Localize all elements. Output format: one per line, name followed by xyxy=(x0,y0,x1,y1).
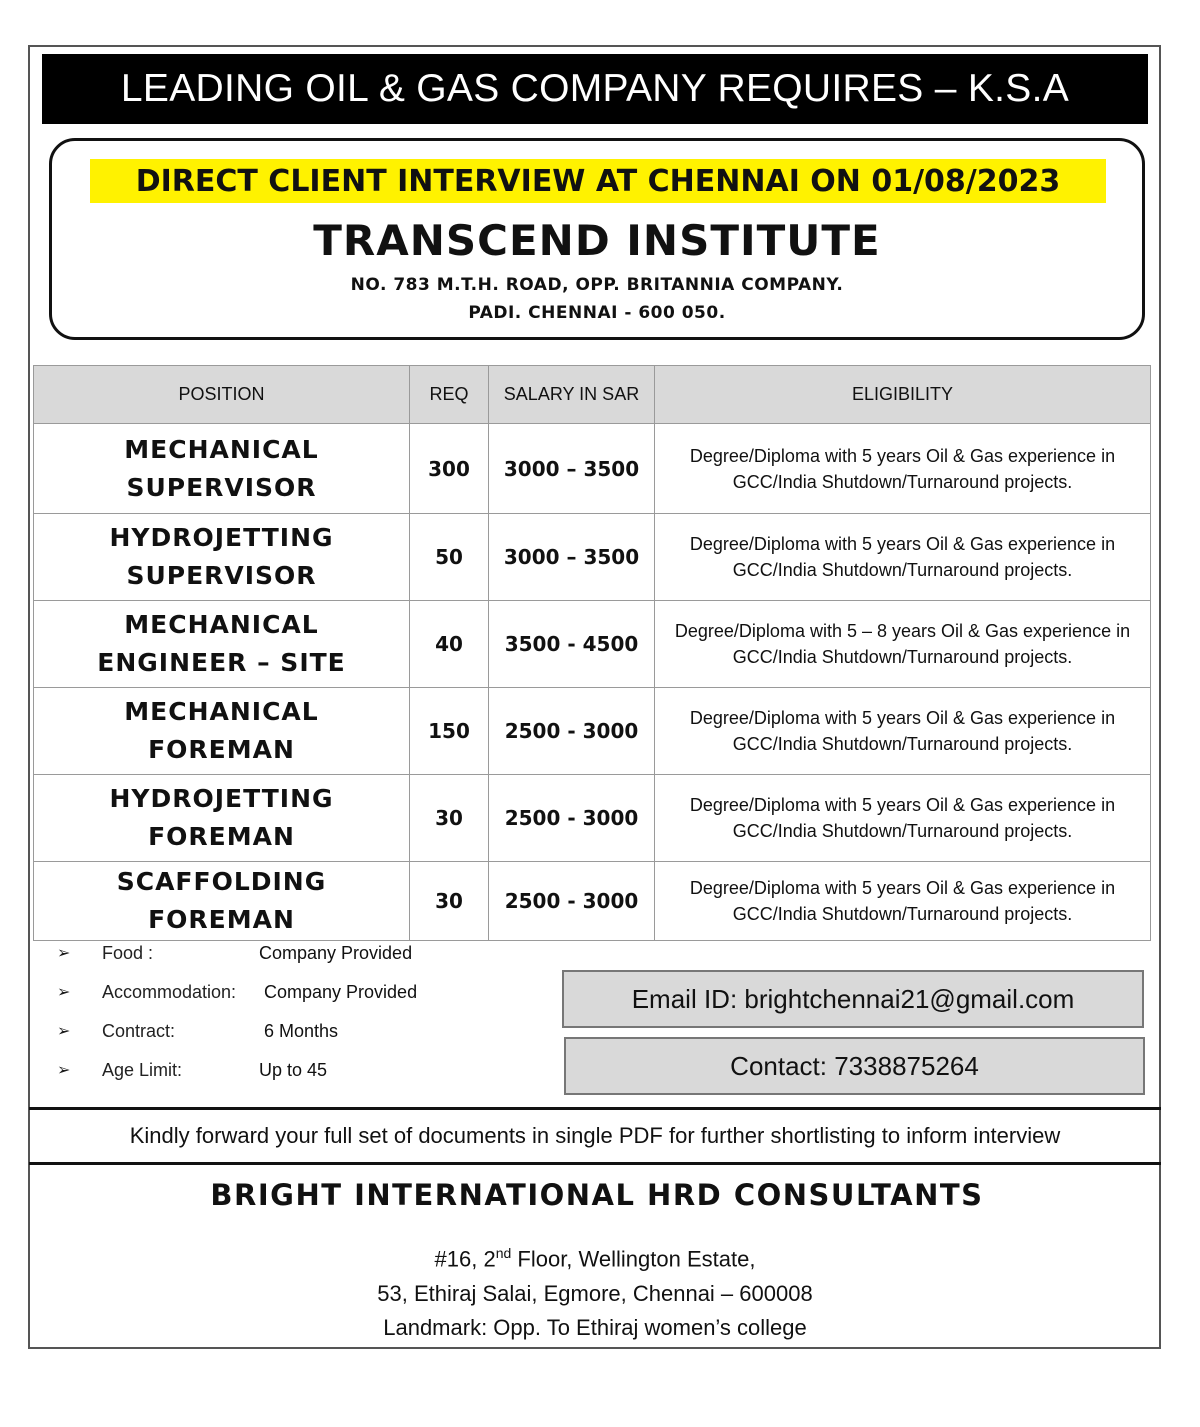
positions-table xyxy=(33,365,1151,941)
eligibility-cell: Degree/Diploma with 5 years Oil & Gas experience in GCC/India Shutdown/Turnaround projects. xyxy=(655,862,1151,941)
header-eligibility: ELIGIBILITY xyxy=(655,366,1151,424)
position-cell xyxy=(34,688,410,775)
table-row xyxy=(34,688,1151,775)
header-req: REQ xyxy=(410,366,489,424)
position-line-2: FOREMAN xyxy=(148,822,295,851)
instruction-note: Kindly forward your full set of documents in single PDF for further shortlisting to inform interview xyxy=(29,1107,1161,1165)
position-line-2: SUPERVISOR xyxy=(126,561,317,590)
consultant-name: BRIGHT INTERNATIONAL HRD CONSULTANTS xyxy=(210,1178,984,1212)
list-item xyxy=(55,982,535,1008)
benefit-label: Age Limit: xyxy=(102,1060,183,1080)
eligibility-cell: Degree/Diploma with 5 years Oil & Gas experience in GCC/India Shutdown/Turnaround projects. xyxy=(655,514,1151,601)
salary-cell: 2500 - 3000 xyxy=(489,862,655,941)
req-cell: 50 xyxy=(410,514,489,601)
venue-address-line-1: NO. 783 M.T.H. ROAD, OPP. BRITANNIA COMPANY. xyxy=(350,275,844,295)
arrow-bullet-icon: ➢ xyxy=(57,984,71,1001)
position-line-1: MECHANICAL xyxy=(124,434,319,464)
email-box: Email ID: brightchennai21@gmail.com xyxy=(562,970,1144,1028)
benefit-value: Company Provided xyxy=(259,943,413,963)
header-position: POSITION xyxy=(34,366,410,424)
address-ordinal: nd xyxy=(495,1245,512,1261)
req-cell: 300 xyxy=(410,424,489,514)
venue-address-line-2: PADI. CHENNAI - 600 050. xyxy=(468,303,726,323)
arrow-bullet-icon: ➢ xyxy=(57,1062,71,1079)
address-prefix: #16, 2 xyxy=(434,1246,496,1272)
position-line-2: ENGINEER – SITE xyxy=(97,648,346,677)
table-row xyxy=(34,601,1151,688)
salary-cell: 3000 – 3500 xyxy=(489,514,655,601)
list-item xyxy=(55,1021,535,1047)
position-cell xyxy=(34,775,410,862)
benefit-value: Up to 45 xyxy=(259,1060,328,1080)
office-landmark: Landmark: Opp. To Ethiraj women’s college xyxy=(383,1315,807,1340)
table-header-row xyxy=(34,366,1151,424)
position-line-1: HYDROJETTING xyxy=(109,784,334,813)
table-row xyxy=(34,424,1151,514)
salary-cell: 3000 – 3500 xyxy=(489,424,655,514)
eligibility-cell: Degree/Diploma with 5 – 8 years Oil & Gas experience in GCC/India Shutdown/Turnaround projects. xyxy=(655,601,1151,688)
position-line-2: FOREMAN xyxy=(148,905,295,934)
salary-cell: 3500 - 4500 xyxy=(489,601,655,688)
req-cell: 30 xyxy=(410,862,489,941)
interview-date-banner: DIRECT CLIENT INTERVIEW AT CHENNAI ON 01/08/2023 xyxy=(90,159,1106,203)
list-item xyxy=(55,1060,535,1086)
position-cell xyxy=(34,514,410,601)
position-line-1: MECHANICAL xyxy=(124,610,319,639)
salary-cell: 2500 - 3000 xyxy=(489,688,655,775)
req-cell: 150 xyxy=(410,688,489,775)
table-row xyxy=(34,514,1151,601)
phone-box: Contact: 7338875264 xyxy=(564,1037,1145,1095)
arrow-bullet-icon: ➢ xyxy=(57,1023,71,1040)
benefit-label: Food : xyxy=(102,943,154,963)
position-line-2: SUPERVISOR xyxy=(126,472,317,502)
address-suffix: Floor, Wellington Estate, xyxy=(511,1246,756,1272)
office-address-line-1 xyxy=(0,1245,1190,1272)
position-cell xyxy=(34,424,410,514)
benefit-label: Accommodation: xyxy=(102,982,237,1002)
position-line-1: SCAFFOLDING xyxy=(116,867,327,896)
req-cell: 40 xyxy=(410,601,489,688)
table-row xyxy=(34,775,1151,862)
eligibility-cell: Degree/Diploma with 5 years Oil & Gas experience in GCC/India Shutdown/Turnaround projects. xyxy=(655,775,1151,862)
header-salary: SALARY IN SAR xyxy=(489,366,655,424)
benefit-label: Contract: xyxy=(102,1021,176,1041)
position-cell xyxy=(34,862,410,941)
position-line-1: HYDROJETTING xyxy=(109,523,334,552)
table-row xyxy=(34,862,1151,941)
page-title: LEADING OIL & GAS COMPANY REQUIRES – K.S.A xyxy=(42,54,1148,124)
benefit-value: Company Provided xyxy=(264,982,418,1002)
salary-cell: 2500 - 3000 xyxy=(489,775,655,862)
list-item xyxy=(55,943,535,969)
position-line-1: MECHANICAL xyxy=(124,697,319,726)
req-cell: 30 xyxy=(410,775,489,862)
benefit-value: 6 Months xyxy=(264,1021,339,1041)
position-line-2: FOREMAN xyxy=(148,735,295,764)
venue-name: TRANSCEND INSTITUTE xyxy=(313,216,881,265)
arrow-bullet-icon: ➢ xyxy=(57,945,71,962)
eligibility-cell: Degree/Diploma with 5 years Oil & Gas experience in GCC/India Shutdown/Turnaround projects. xyxy=(655,688,1151,775)
position-cell xyxy=(34,601,410,688)
office-address-line-2: 53, Ethiraj Salai, Egmore, Chennai – 600008 xyxy=(377,1281,813,1306)
eligibility-cell: Degree/Diploma with 5 years Oil & Gas experience in GCC/India Shutdown/Turnaround projects. xyxy=(655,424,1151,514)
